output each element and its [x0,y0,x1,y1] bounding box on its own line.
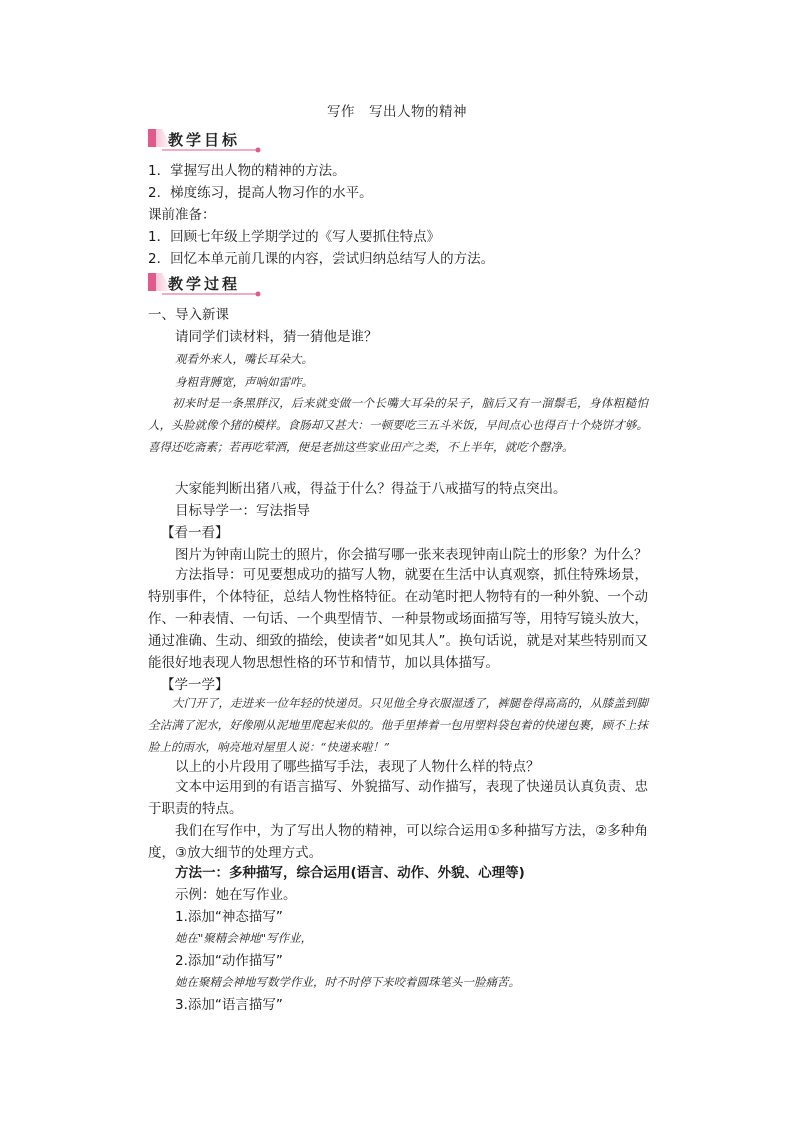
banner-title: 教学目标 [168,131,241,149]
section-banner-goals [148,125,266,155]
goal-item: 1．掌握写出人物的精神的方法。 [148,163,346,179]
conclusion: 大家能判断出猪八戒，得益于什么？得益于八戒描写的特点突出。 [175,481,567,497]
question: 请同学们读材料，猜一猜他是谁？ [175,329,378,345]
prep-label: 课前准备： [148,207,216,223]
goal-item: 2．梯度练习，提高人物习作的水平。 [148,185,373,201]
add-step: 3.添加“语言描写” [175,997,283,1013]
excerpt-zhubajie: 初来时是一条黑胖汉，后来就变做一个长嘴大耳朵的呆子，脑后又有一溜鬃毛，身体粗糙怕人，头脸就像个猪的模样。食肠却又甚大：一顿要吃三五斗米饭，早间点心也得百十个烧饼才够。喜得还吃斋素；若再吃荤酒，便是老拙这些家业田产之类，不上半年，就吃个罄净。 [148,396,648,454]
poem-line: 观看外来人，嘴长耳朵大。 [175,352,313,366]
add-step: 1.添加“神态描写” [175,909,283,925]
step-heading: 一、导入新课 [148,307,229,323]
summary: 我们在写作中，为了写出人物的精神，可以综合运用①多种描写方法，②多种角度，③放大细节的处理方式。 [148,823,648,861]
look-heading: 【看一看】 [161,525,229,541]
add-example: 她在"聚精会神地"写作业， [175,931,313,945]
prep-item: 2．回忆本单元前几课的内容，尝试归纳总结写人的方法。 [148,251,495,267]
excerpt-courier: 大门开了，走进来一位年轻的快递员。只见他全身衣服湿透了，裤腿卷得高高的，从膝盖到脚全沾满了泥水，好像刚从泥地里爬起来似的。他手里捧着一包用塑料袋包着的快递包裹，顾不上抹脸上的雨水，响亮地对屋里人说：“快递来啦！” [148,696,648,754]
add-step: 2.添加“动作描写” [175,953,283,969]
poem-line: 身粗背膊宽，声响如雷咋。 [175,375,313,389]
method-guidance: 方法指导：可见要想成功的描写人物，就要在生活中认真观察，抓住特殊场景，特别事件，个体特征，总结人物性格特征。在动笔时把人物特有的一种外貌、一个动作、一种表情、一句话、一个典型情节、一种景物或场面描写等，用特写镜头放大，通过准确、生动、细致的描绘，使读者“如见其人”。换句话说，就是对某些特别而又能很好地表现人物思想性格的环节和情节，加以具体描写。 [148,567,648,671]
banner-title: 教学过程 [168,275,241,293]
learn-heading: 【学一学】 [161,677,229,693]
add-example: 她在聚精会神地写数学作业，时不时停下来咬着圆珠笔头一脸痛苦。 [175,975,520,989]
look-question: 图片为钟南山院士的照片，你会描写哪一张来表现钟南山院士的形象？为什么？ [175,547,648,563]
answer-2: 文本中运用到的有语言描写、外貌描写、动作描写，表现了快递员认真负责、忠于职责的特点。 [148,779,648,817]
method-1-heading: 方法一：多种描写，综合运用(语言、动作、外貌、心理等) [175,865,525,881]
example: 示例：她在写作业。 [175,887,297,903]
section-banner-process [148,269,266,299]
page-title: 写作 写出人物的精神 [327,104,467,120]
question-2: 以上的小片段用了哪些描写手法，表现了人物什么样的特点？ [175,759,540,775]
target-heading: 目标导学一：写法指导 [175,503,310,519]
prep-item: 1．回顾七年级上学期学过的《写人要抓住特点》 [148,229,441,245]
